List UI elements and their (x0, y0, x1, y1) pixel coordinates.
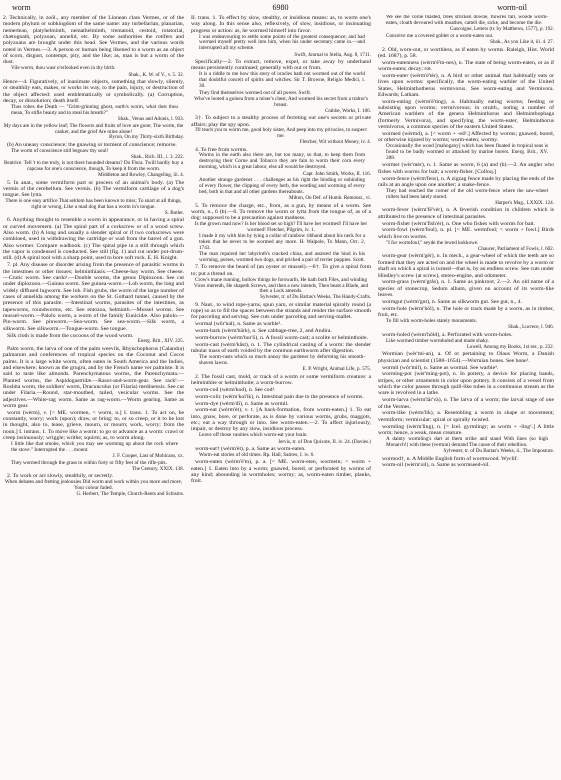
entry-paragraph: Specifically—2. To extract, remove, expel, or take away by underhand means persistently continued; generally with out or from. (191, 59, 371, 72)
verse-quotation: Who've looted a guinea from a miser's chest, And wormed his secret from a traitor's breast. (194, 95, 368, 108)
entry-paragraph: worm-fever (wėrm'fē'vėr), n. A feverish condition in children which is attributed to the presence of intestinal parasites. (378, 207, 554, 220)
citation-source: Lowell, Among my Books, 1st ser., p. 232. (466, 343, 554, 350)
quotation: They had reached the corner of the old worm-fence where the saw-wheel rollers had been lately stored. (386, 187, 548, 200)
quotation: Vile worm, thou wast o'erlooked even in thy birth. (11, 65, 116, 72)
quotation: Conceive me a covered goblet or a worm-eaten nut. (386, 32, 494, 39)
entry-paragraph: worm (wėrm), v. [< ME. wormen, < worm, n.] I. trans. 1. To act on, be constantly, worry; work (upon); draw, or bring: to, or so creep, or it to be lost in thought, also to, tease, grieve, mourn, or mourn; work, worry; from the noun.] I. intrans. 1. To move like a worm: to go or advance as a worm: crawl or creep insinuously; wriggle; writhe; squirm; as, to worm along. (3, 409, 184, 442)
entry-paragraph: wormod†, n. A Middle English form of wormwood. Wyclif. (382, 455, 519, 462)
entry-paragraph: worm-fowl (wėrm'foul), n. pl. [< ME. wermfoul; < worm + fowl.] Birds which live on worms. (378, 227, 554, 240)
entry-paragraph: worm-eatenness (wėrm'ē'tn-nes), n. The state of being worm-eaten, or as if worm-eaten; decay; rot. (378, 59, 554, 73)
citation-source: Fletcher, Wit without Money, iv. 4. (299, 139, 371, 146)
entry-continuation: II. trans. 1. To effect by slow, stealthy, or insidious means: as, to worm one's way along. In this sense also, reflexively, of slow, insidious, or insinuating progress or action: as, he wormed himself into favor. (191, 15, 371, 34)
entry-paragraph: 2. Old, worn-out, or worthless, as if eaten by worms. Raleigh, Hist. World (ed. 1687), p. 58. (378, 46, 554, 59)
entry-continuation: 2. Technically, in zoöl., any member of the Linnean class Vermes, or of the modern phylum or subkingdom of the same name: any turbellarian, planarian, nemertean, platyhelminth, nemathelminth, trematoid, cestoid, rotatorial, chætognath, polyzoan, annelid, etc. By some authorities the rotifers and polyzoans are brought under this head. See Vermes, and the various words noted in Vermes.—3. A person or human being likened to a worm as an object of scorn, disgust, contempt, pity, and the like; as, man is but a worm of the dust. (3, 15, 184, 66)
citation-source: J. F. Cooper, Last of Mohicans, xx. (112, 453, 184, 460)
quotation: "I for wormfoul," seyde the lewed kokkowe. (386, 239, 479, 246)
verse-quotation: Is the grown mad now? Is her blood set so high? I'll have her wormed! I'll have her wormed! Fletcher, Pilgrim, iv. 1. (194, 221, 368, 234)
entry-paragraph: worm-bark (wèrm'bärk), n. See cabbage-tree, 2, and Andira. (195, 328, 332, 335)
entry-paragraph: 5. To remove the charge, etc., from, as a gun, by means of a worm. See worm, n., 6 (b).—6. To remove the worm or lytta from the tongue of, as of a dog: supposed to be a precaution against madness. (191, 202, 371, 222)
verse-quotation: I'll teach you to worm me, good holy sister, And peep into my privacies, to suspect me. (195, 127, 367, 140)
entry-paragraph: 9. Naut., to wind rope-yarns, spun yarn, or similar material spirally round (a rope) so as to fill the spaces between the strands and render the surface smooth for parceling and serving. See cuts under parceling and serving-mallet. (191, 301, 371, 321)
citation-source: Harper's Mag., LXXIX. 124. (495, 200, 554, 207)
verse-quotation: My days are in the yellow leaf; The flowers and fruits of love are gone; The worm, the canker, and the grief Are mine alone! (3, 122, 184, 135)
entry-paragraph: worm-colic (wérm'kol'ik), n. Intestinal pain due to the presence of worms. (195, 393, 364, 400)
column-2 (191, 15, 371, 777)
entry-paragraph: wormgut (wėrm'gut), n. Same as silkworm gut. See gut, n., 4. (382, 298, 522, 305)
entry-paragraph: 2. To work or act slowly, stealthily, or secretly. (7, 473, 114, 480)
page-number: 6980 (272, 3, 289, 12)
citation-source: E. P. Wright, Animal Life, p. 575. (302, 366, 371, 373)
entry-paragraph: Silk cloth is made from the cocoons of the wood worm. (7, 332, 134, 339)
citation-source: Shak., K. W. of V., v. 5. 32. (128, 71, 184, 78)
entry-paragraph: 7. To remove the beard of (an oyster or mussel).—8†. To give a spiral form to; put a thread on. (191, 264, 371, 277)
entry-paragraph: worm-fisher (wėrm'fish'ėr), n. One who fishes with worms for bait. (382, 220, 536, 227)
citation-source: Crabbe, Works, I. 106. (324, 107, 371, 114)
citation-source: The Century, XXIX. 138. (131, 466, 184, 473)
entry-paragraph: 7. pl. Any disease or disorder arising from the presence of parasitic worms in the intestines or other tissues; helminthiasis.—Cheese-hay worm. See cheese.—Crutic worm. See cardo¹.—Double worms, the genus Diplozoon. See cut under diplozoon.—Guinea worm. See guinea-worm.—Lob worm, the long and widely diffused lugworm. See lob. Fish grubs, the worm of the large number of cases of annelida among the workers on the St. Gothard tunnel, caused by the presence of this parasite. —Intestinal worms, parasites of the intestines, as tapeworms, roundworms, etc. See entozoa, helminth.—Mussel worms. See mussel-worm.—Palolo worm, a worm of the family Eunicidæ. Also palolo.—Pin-worm. See pinworm.—Sea-worm. See sea-worm.—Silk worm, a silkworm. See silkworm.—Tongue-worm. See tongue. (3, 262, 184, 332)
quotation: Another strange gardener . . . challenges as his right the binding or unbinding of every flower, the clipping of every herb, the wording and worming of every bed, both in that and all other gardens thereabouts. (199, 177, 365, 195)
quotation: I made it my with him by tying a collar of rainbow ribband about his neck for a token that he never to be wormed any more. H. Walpole, To Mann, Oct. 2, 1743. (199, 232, 365, 251)
entry-paragraph: 4. To free from worms. (195, 146, 248, 153)
citation-source: Sylvester, tr. of Du Bartas's Weeks, The Handy-Crafts. (260, 294, 371, 301)
citation-source: Byron, On my Thirty-sixth Birthday. (109, 134, 184, 141)
quotation: The worm-casts which so much annoy the gardener by deforming his smooth-shaven lawns. (199, 354, 365, 366)
entry-paragraph: worm-fence (wėrm'fens), n. A zigzag fence made by placing the ends of the rails at an angle upon one another; a snake-fence. (378, 175, 554, 188)
citation-source: Swift, Journal to Stella, Aug. 8, 1711. (294, 51, 371, 58)
entry-paragraph: worming-pot (wėr'ming-pot), n. In pottery, a device for placing bands, stripes, or other ornaments in color upon pottery. It consists of a vessel from which the color passes through quill-like tubes in a continuous stream as the ware is revolved in a lathe. (378, 371, 554, 397)
quotation: I little like that smoke, which you may see worming up about the rock where the stove." Interrupted the . . . mount. (11, 440, 178, 453)
entry-paragraph: worm-cod (wèrm'kod), n. See cod³. (195, 386, 276, 393)
running-header (0, 3, 561, 15)
citation-source: Shak., Rich. III., i. 3. 222. (130, 154, 184, 161)
entry-paragraph: worm-burrow (wėrm'bur'ō), n. A fossil worm-cast; a scolite or helminthoite. (195, 335, 368, 341)
citation-source: Shak., As you Like it, iii. 4. 27. (490, 39, 554, 46)
entry-paragraph: worm-like (wėrm'lik), a. Resembling a worm in shape or movement; vermiform; vermicular: spiral or spirally twisted. (378, 410, 554, 423)
header-right-guide-word: worm-oil (497, 3, 527, 12)
entry-paragraph: 3†. To subject to a stealthy process of ferreting out one's secrets or private affairs; play the spy upon. (191, 115, 371, 128)
citation-source: Middleton and Rowley, Changeling, iii. 4. (98, 172, 184, 179)
entry-paragraph: wormil (wôr'mil), n. Same as wormal. See warble³. (382, 364, 499, 371)
entry-paragraph: wormer (wėr'mėr), n. 1. Same as worm, 6 (a) and (b).—2. An angler who fishes with worms for bait; a worm-fisher. [Colloq.] (378, 162, 554, 175)
citation-source: Shak., Lucrece, l. 946. (508, 324, 554, 331)
entry-paragraph: worm-grass (wėrm'grås), n. 1. Same as pinkroot, 2.—2. An old name of a species of stonecrop, Sedum album, given on account of its worm-like leaves. (378, 279, 554, 299)
header-left-guide-word: worm (12, 3, 31, 12)
citation-source: S. Butler. (164, 210, 184, 217)
entry-paragraph: worm-oil (wėrm'oil), n. Same as wormseed-oil. (382, 462, 490, 469)
citation-source: Shak., Venus and Adonis, l. 933. (117, 116, 184, 123)
entry-paragraph: worm-gear (wèrm'gēr), n. In mech., a gear-wheel of which the teeth are so formed that they are acted on and the wheel is made to revolve by a worm or shaft on which a spiral is turned—that is, by an endless screw. See cuts under Hindley's screw (at screw), stereo-engine, and odometer. (378, 253, 554, 279)
column-3 (378, 15, 554, 777)
entry-paragraph: wormal (wôr'nal), n. Same as warble¹. (195, 321, 282, 328)
citation-source: Energ. Brit., XIV. 225. (137, 338, 184, 345)
quotation: We see the corne blasted, trees stricken downe, flowres fall, woode worm-eaten, cloath devoured with moathes, cattell die, sicke, and become the die. (386, 15, 548, 26)
quotation: Worm-eat stories of old times. Rp. Hall, Satires, I. iv. 6. (199, 451, 315, 458)
entry-paragraph: worm-holed (wėrm'hōld), a. Perforated with worm-holes. (382, 331, 513, 338)
entry-paragraph: worm-eat† (wėrm'ėt), p. a. Same as worm-eaten. (195, 446, 306, 453)
quotation: Worms in the earth also there are, but too many, so that, to keep them from destroying their Corne and Tobacco they are fain to worm their corn every morning, which is a great labour, else all would be destroyed. (199, 152, 365, 171)
quotation: It is a riddle to me how this story of oracles hath not wormed out of the world that doubtful conceit of spirits and witches. Sir T. Browne, Religio Medici, i. 30. (199, 71, 365, 90)
quotation: A dainty wormling's dart at them strike and stand With lines (so high Monarch!) with these (vermin) demand The cause of their rebellion. (386, 435, 548, 448)
quotation: Thus robes the Death — "Grim-grinning ghost, earth's worm, what dost thou mean, To stifle beauty and to steal his breath?" (11, 103, 178, 116)
entry-paragraph: (b) An uneasy conscience; the gnawing or torment of conscience; remorse. (7, 141, 177, 148)
entry-paragraph: worm-hole (wėrm'hōl), n. The hole or track made by a worm, as in timber, fruit, etc. (378, 305, 554, 319)
entry-paragraph: wormling (wėrm'ling), n. [= Icel. gyrmlingr; as worm + -ling¹.] A little worm; hence, a weak, mean creature. (378, 423, 554, 436)
citation-source: G. Herbert, The Temple, Church-Rents and Schisms. (76, 491, 184, 498)
citation-source: Capt. John Smith, Works, II. 116. (302, 170, 371, 177)
entry-paragraph: worm-eating (wėrm'ē'ting), a. Habitually eating worms; feeding or subsisting upon worms; vermivorous; in ornith., noting a number of American warblers of the genera Helminthorus and Helminthophaga (formerly Vermivora), and specifying the worm-eater, Helminthorus vermivorus, a common species of the eastern United States. (378, 98, 554, 131)
quotation: Like wormed timber wormholed and made shaky. (386, 337, 490, 344)
citation-source: Gascoigne, Letters (tr. by Matthews, 1577), p. 192. (450, 26, 554, 33)
verse-quotation: There is one easy artifice That seldom has been known to miss; To snarl at all things, right or wrong, Like a mad dog that has a worm in's tongue. (5, 198, 182, 211)
quotation: To fill with worm-holes stately monuments. (386, 317, 477, 324)
entry-paragraph: worm-cast (wėrm'kåst), n. 1. The cylindrical casting of a worm: the slender tubular mass of earth voided by the common earthworm after digestion. (191, 341, 371, 355)
quotation: Occasionally the wood [mahogany] which has been floated in tropical seas is found to be badly wormed or attacked by marine borers. Energ. Brit., XV. 288. (386, 143, 548, 161)
entry-paragraph: worm-larva (wėrm'lär'vä), n. The larva of a worm; the larval stage of one of the Vermes. (378, 397, 554, 410)
citation-source: Chaucer, Parliament of Fowls, l. 602. (477, 246, 554, 253)
verse-quotation: Beatrice. Tell 't to me truly, is not there hounded dreams? Do Flora. Twill hardly buy a capcase for one's conscience, though, To keep it from the worm. (3, 160, 184, 173)
citation-source: Jervis, tr. of Don Quixote, II. iv. 24. (Davies.) (278, 438, 371, 445)
entry-continuation: Hence—4. Figuratively, of inanimate objects, something that slowly, silently, or stealthily eats, makes, or works its way, to the pain, injury, or destruction of the object affected: used emblematically or symbolically. (a) Corruption, decay, or dissolution; death itself. (3, 79, 184, 105)
quotation: The worm of conscience still begnaw thy soul! (11, 147, 109, 154)
verse-quotation: Crow's mane running, hollow things he forswarth, He hath both Files, and winding Vices merenth, He shapeth Screws, and then a new intends, Then beats a Blade, and then a Lock amends. (193, 276, 369, 295)
entry-paragraph: worm-eat (wèrm'ėt), v. t. [A back-formation, from worm-eaten.] 1. To eat into, gnaw, bore, or perforate, as is done by various worms, grubs, maggots, etc.; eat a way through or into. See worm-eaten.—2. To affect injuriously, impair, or destroy by any slow, insidious process. (191, 407, 371, 433)
entry-paragraph: 2. The fossil cast, mold, or track of a worm or some vermiform creature: a helminthite or helminthoite; a worm-burrow. (191, 373, 371, 387)
quotation: They wormed through the grass to within forty or fifty feet of the rifle-pits. (11, 459, 167, 466)
quotation: I was endeavouring to settle some points of the greatest consequence; and had wormed myself pretty well into him, when his under secretary came in.—and interrupted all my scheme. (199, 33, 365, 52)
column-1 (3, 15, 184, 777)
entry-paragraph: worm-dye (wėrm'dī), n. Same as wormil. (195, 400, 289, 407)
citation-source: Milton, On Def. of Humb. Remonst., vi. (288, 195, 371, 202)
quotation: The man repaired her labyrinth's cracked china, and assisted the hind in his worming, purses, wormed two dogs, and pricked a pair of terrier puppies. Scott. (199, 251, 365, 264)
entry-paragraph: worm-eaten (wèrm'ē'tn), p. a. [< ME. worm-eten, wormetn; < worm + eaten.] 1. Eaten into by a worm; gnawed, bored, or perforated by worms of any kind; abounding in wormholes; wormy; as, worm-eaten timber, planks, fruit. (191, 459, 371, 485)
quotation: Leave off those vanities which worm-eat your brain. (199, 432, 308, 439)
entry-paragraph: Wormian (wèr'mi-an), a. Of or pertaining to Olaus Worm, a Danish physician and scientist (1588–1654).—Wormian bones. See bone¹. (378, 351, 554, 364)
verse-quotation: When debates and fretting jealousies Did worm and work within you more and more, Your colour faded. (4, 479, 183, 492)
entry-paragraph: 5. In anat., some vermiform part or process of an animal's body. (a) The vermis of the cerebellum. See vermis. (b) The vermiform cartilage of a dog's tongue. See lytta. (3, 179, 184, 199)
entry-paragraph: Palm worm, the larva of one of the palm weevils, Rhynchophorus (Calandra) palmarum and conferences of tropical species on the Coconut and Cocos palms. It is a large white worm, often eaten in South America and the Indies, and elsewhere; known as the grugru, and by the French name ver palmiste. It is said to taste like almonds. Parenchymatous worms, the Parenchymata.—Planted worms, the Aspidogastridæ.—Rasor-and-worm-gear. See rack¹.—Roshita worm, the soldiers' worm, Dracunculus (or Filaria) medinensis. See cut under Filaria.—Round, star-mouthed, tailed, vesicular worms. See the adjectives.—White-rag worm. Same as rag-worm.—Worm gearing. Same as worm gear. (3, 345, 184, 409)
quotation: They find themselves wormed out of all power. Swift. (199, 89, 312, 96)
entry-paragraph: worm-eater (wérm'ē'tėr), n. A bird or other animal that habitually eats or lives upon worms: specifically, the worm-eating warbler of the United States, Helminthotherus vermivorus. See worm-eating and Vermivora. Edwards; Latham. (378, 72, 554, 98)
entry-paragraph: 6. Anything thought to resemble a worm in appearance, or in having a spiral or curved movement. (a) The spiral part of a corkscrew or of a wood screw. Also worm. (b) A long and usually a slender spiral or if two corkscrews were combined, used in withdrawing the cartridge or wad from the barrel of a gun. Also wormer. Compare wadhook. (c) The spiral pipe in a still through which the vapor is condensed is conducted. See still (fig. 1) and cut under pot-drum-still. (d) A spiral tool with a sharp point, used to bore soft rock. E. H. Knight. (3, 217, 184, 262)
entry-paragraph: wormed (wèrmd), a. [< worm + -ed².] Affected by worms; gnawed, bored, or otherwise injured by worms; worm-eaten; wormy. (378, 130, 554, 144)
citation-source: Sylvester, tr. of Du Bartas's Weeks, ii., The Imposture. (443, 448, 554, 455)
